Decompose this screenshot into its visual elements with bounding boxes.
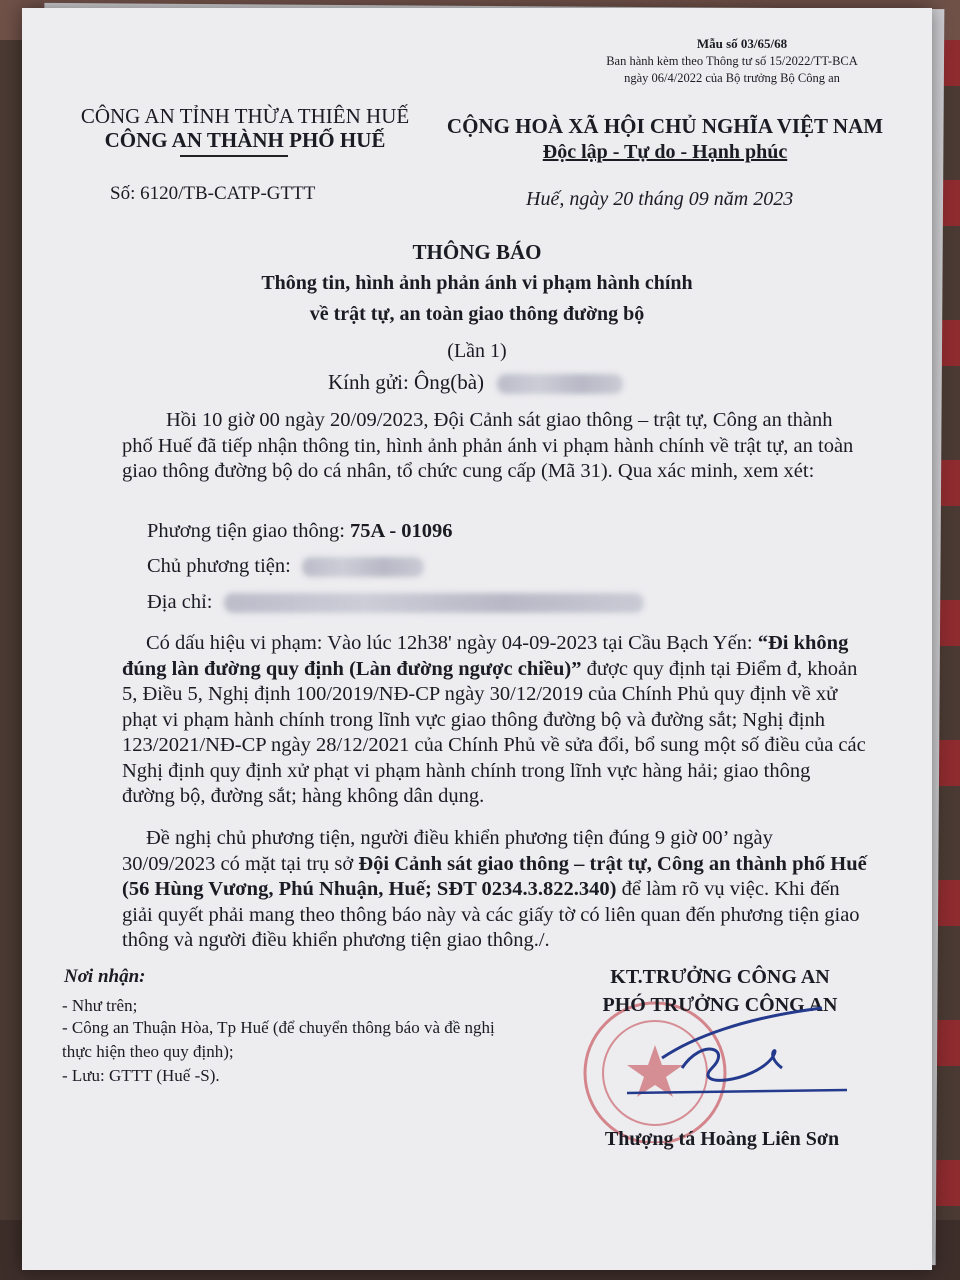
form-number: Mẫu số 03/65/68 — [696, 36, 788, 51]
agency-name: CÔNG AN THÀNH PHỐ HUẾ — [104, 128, 386, 152]
request-lead: Đề nghị chủ phương tiện, người điều khiển phương tiện đúng 9 giờ 00’ ngày 30/09/2023 có mặt tại trụ sở — [122, 827, 773, 875]
recipient-item: - Công an Thuận Hòa, Tp Huế (để chuyển thông báo và đề nghị thực hiện theo quy định); — [62, 1018, 495, 1061]
addressee-line — [328, 370, 623, 395]
document-page — [22, 8, 932, 1270]
recipient-item: - Như trên; — [62, 996, 138, 1015]
vehicle-label: Phương tiện giao thông: — [147, 520, 351, 542]
vehicle-plate: 75A - 01096 — [350, 520, 453, 542]
address-label: Địa chỉ: — [147, 591, 218, 613]
signature-position: PHÓ TRƯỞNG CÔNG AN — [602, 994, 838, 1016]
place-date: Huế, ngày 20 tháng 09 năm 2023 — [526, 188, 794, 210]
form-reference: Ban hành kèm theo Thông tư số 15/2022/TT-BCA — [606, 54, 858, 68]
agency-parent: CÔNG AN TỈNH THỪA THIÊN HUẾ — [80, 104, 410, 128]
signature-authority: KT.TRƯỞNG CÔNG AN — [610, 966, 830, 988]
violation-paragraph — [122, 631, 867, 810]
request-rest: để làm rõ vụ việc. Khi đến giải quyết phải mang theo thông báo này và các giấy tờ có liên quan đến phương tiện giao thông và người điều khiển phương tiện giao thông./. — [122, 878, 860, 951]
document-subtitle: Thông tin, hình ảnh phản ánh vi phạm hành chính — [261, 272, 693, 294]
redacted-owner — [302, 557, 424, 577]
addressee-label: Kính gửi: Ông(bà) — [328, 370, 485, 394]
agency-underline — [180, 155, 288, 157]
national-motto: Độc lập - Tự do - Hạnh phúc — [542, 141, 788, 163]
vehicle-line — [147, 520, 453, 543]
request-paragraph — [122, 826, 867, 954]
handwritten-signature — [622, 998, 852, 1108]
owner-line — [147, 555, 424, 578]
redacted-address — [224, 593, 644, 613]
document-subtitle: về trật tự, an toàn giao thông đường bộ — [309, 303, 645, 325]
signer-name: Thượng tá Hoàng Liên Sơn — [604, 1128, 840, 1150]
violation-legal-basis: được quy định tại Điểm đ, khoản 5, Điều 5, Nghị định 100/2019/NĐ-CP ngày 30/12/2019 của Chính Phủ quy định về xử phạt vi phạm hành chính trong lĩnh vực giao thông đường bộ và đường sắt; Nghị định 123/2021/NĐ-CP ngày 28/12/2021 của Chính Phủ về sửa đổi, bổ sung một số điều của các Nghị định quy định xử phạt vi phạm hành chính trong lĩnh vực hàng hải; giao thông đường bộ, đường sắt; hàng không dân dụng. — [122, 657, 866, 807]
recipients-heading: Nơi nhận: — [64, 966, 146, 987]
owner-label: Chủ phương tiện: — [147, 555, 296, 577]
violation-name: “Đi không đúng làn đường quy định (Làn đường ngược chiều)” — [122, 632, 849, 680]
violation-lead: Có dấu hiệu vi phạm: Vào lúc 12h38' ngày 04-09-2023 tại Cầu Bạch Yến: — [146, 632, 758, 654]
attempt-number: (Lần 1) — [447, 340, 507, 362]
national-title: CỘNG HOÀ XÃ HỘI CHỦ NGHĨA VIỆT NAM — [446, 114, 884, 138]
intro-paragraph: Hồi 10 giờ 00 ngày 20/09/2023, Đội Cảnh sát giao thông – trật tự, Công an thành phố Huế đã tiếp nhận thông tin, hình ảnh phản ánh vi phạm hành chính về trật tự, an toàn giao thông đường bộ do cá nhân, tổ chức cung cấp (Mã 31). Qua xác minh, xem xét: — [122, 409, 854, 482]
recipient-item: - Lưu: GTTT (Huế -S). — [62, 1066, 220, 1085]
form-reference: ngày 06/4/2022 của Bộ trưởng Bộ Công an — [624, 71, 840, 85]
request-place: Đội Cảnh sát giao thông – trật tự, Công an thành phố Huế (56 Hùng Vương, Phú Nhuận, Huế; SĐT 0234.3.822.340) — [122, 852, 867, 900]
address-line — [147, 591, 644, 614]
redacted-name — [497, 374, 623, 394]
document-number: Số: 6120/TB-CATP-GTTT — [110, 183, 316, 204]
document-title: THÔNG BÁO — [412, 240, 542, 264]
